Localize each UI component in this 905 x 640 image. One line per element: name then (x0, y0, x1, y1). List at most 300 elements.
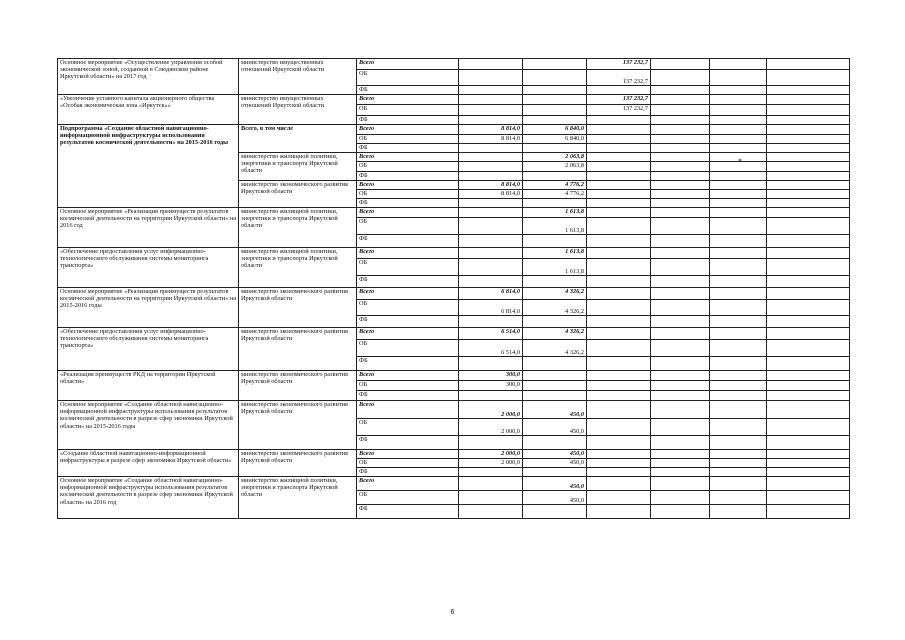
amount-cell (651, 357, 710, 371)
amount-cell (587, 288, 651, 300)
amount-cell (767, 391, 850, 401)
amount-cell (651, 116, 710, 125)
table-row (58, 125, 850, 135)
amount-cell (651, 468, 710, 477)
funding-source-cell: ОБ (357, 300, 459, 316)
amount-cell: 4 776,2 (523, 190, 587, 199)
amount-cell (587, 116, 651, 125)
amount-cell (767, 162, 850, 172)
table-row (58, 371, 850, 381)
amount-cell (587, 259, 651, 276)
measure-name-cell: Основное мероприятие «Реализация преимуществ результатов космической деятельности на территории Иркутской области» на 2016 год (58, 208, 239, 248)
amount-cell (523, 391, 587, 401)
amount-cell: 8 814,0 (459, 190, 523, 199)
amount-cell (523, 505, 587, 519)
amount-cell (710, 371, 767, 381)
funding-source-cell: ОБ (357, 491, 459, 505)
amount-cell (459, 477, 523, 491)
amount-cell (587, 208, 651, 218)
amount-cell (710, 105, 767, 116)
amount-cell (651, 235, 710, 248)
amount-cell (767, 70, 850, 86)
amount-cell (587, 371, 651, 381)
amount-cell (710, 436, 767, 450)
table-row (58, 248, 850, 259)
amount-cell: 4 326,2 (523, 328, 587, 340)
amount-cell (523, 144, 587, 153)
amount-cell (523, 235, 587, 248)
amount-cell (459, 505, 523, 519)
amount-cell: 450,0 (523, 419, 587, 436)
amount-cell (710, 288, 767, 300)
table-row (58, 208, 850, 218)
amount-cell: 6 814,0 (459, 288, 523, 300)
executor-cell: Всего, в том числе (239, 125, 357, 153)
amount-cell (587, 340, 651, 357)
amount-cell (710, 125, 767, 135)
amount-cell (651, 276, 710, 288)
amount-cell (651, 105, 710, 116)
amount-cell (459, 259, 523, 276)
amount-cell (767, 328, 850, 340)
amount-cell (459, 235, 523, 248)
funding-source-cell: ОБ (357, 162, 459, 172)
amount-cell: 137 232,7 (587, 59, 651, 70)
amount-cell (459, 162, 523, 172)
amount-cell (523, 316, 587, 328)
amount-cell (710, 419, 767, 436)
amount-cell (651, 371, 710, 381)
amount-cell (459, 59, 523, 70)
amount-cell (710, 381, 767, 391)
amount-cell (767, 59, 850, 70)
amount-cell (651, 491, 710, 505)
amount-cell (710, 477, 767, 491)
amount-cell (587, 328, 651, 340)
amount-cell: 2 063,8 (523, 153, 587, 162)
table-row (58, 59, 850, 70)
funding-source-cell: Всего (357, 328, 459, 340)
amount-cell (767, 248, 850, 259)
amount-cell (710, 459, 767, 468)
amount-cell (710, 218, 767, 235)
executor-cell: министерство жилищной политики, энергетики и транспорта Иркутской области (239, 248, 357, 288)
funding-source-cell: ОБ (357, 218, 459, 235)
funding-source-cell: Всего (357, 125, 459, 135)
amount-cell: 1 613,8 (523, 248, 587, 259)
amount-cell (767, 340, 850, 357)
amount-cell: 4 326,2 (523, 340, 587, 357)
amount-cell (587, 316, 651, 328)
funding-source-cell: Всего (357, 371, 459, 381)
amount-cell (767, 505, 850, 519)
amount-cell (651, 450, 710, 459)
amount-cell (767, 199, 850, 208)
measure-name-cell: «Обеспечение предоставления услуг информационно-технологического обслуживания системы мониторинга транспорта» (58, 328, 239, 371)
executor-cell: министерство экономического развития Иркутской области (239, 288, 357, 328)
amount-cell (651, 125, 710, 135)
amount-cell (767, 172, 850, 181)
amount-cell: 6 840,0 (523, 135, 587, 144)
amount-cell (767, 95, 850, 105)
funding-source-cell: ФБ (357, 276, 459, 288)
funding-source-cell: Всего (357, 288, 459, 300)
funding-source-cell: ОБ (357, 381, 459, 391)
amount-cell (710, 59, 767, 70)
funding-source-cell: ОБ (357, 340, 459, 357)
funding-source-cell: ОБ (357, 459, 459, 468)
amount-cell (459, 95, 523, 105)
amount-cell (710, 357, 767, 371)
funding-source-cell: ФБ (357, 86, 459, 95)
executor-cell: министерство жилищной политики, энергетики и транспорта Иркутской области (239, 208, 357, 248)
amount-cell (710, 316, 767, 328)
amount-cell: 450,0 (523, 401, 587, 419)
amount-cell (651, 505, 710, 519)
funding-source-cell: Всего (357, 401, 459, 419)
funding-source-cell: ФБ (357, 436, 459, 450)
amount-cell (587, 276, 651, 288)
amount-cell (767, 208, 850, 218)
amount-cell (587, 199, 651, 208)
amount-cell (587, 477, 651, 491)
executor-cell: министерство имущественных отношений Иркутской области (239, 95, 357, 125)
amount-cell: 2 063,8 (523, 162, 587, 172)
measure-name-cell: Основное мероприятие «Реализация преимуществ результатов космической деятельности на территории Иркутской области» на 2015-2016 годы (58, 288, 239, 328)
amount-cell: 6 814,0 (459, 300, 523, 316)
funding-source-cell: ФБ (357, 357, 459, 371)
amount-cell (710, 181, 767, 190)
funding-source-cell: Всего (357, 477, 459, 491)
amount-cell: 137 232,7 (587, 70, 651, 86)
amount-cell: 2 000,0 (459, 450, 523, 459)
funding-source-cell: Всего (357, 450, 459, 459)
amount-cell (710, 276, 767, 288)
amount-cell (651, 144, 710, 153)
amount-cell: 1 613,8 (523, 259, 587, 276)
amount-cell (767, 436, 850, 450)
amount-cell (587, 135, 651, 144)
amount-cell (767, 288, 850, 300)
amount-cell (767, 316, 850, 328)
amount-cell (523, 357, 587, 371)
amount-cell (651, 181, 710, 190)
amount-cell (767, 371, 850, 381)
amount-cell (767, 491, 850, 505)
amount-cell (767, 381, 850, 391)
amount-cell (651, 218, 710, 235)
executor-cell: министерство экономического развития Иркутской области (239, 401, 357, 450)
amount-cell (710, 259, 767, 276)
amount-cell: 450,0 (523, 450, 587, 459)
table-row (58, 288, 850, 300)
amount-cell (710, 199, 767, 208)
amount-cell (523, 371, 587, 381)
amount-cell (587, 505, 651, 519)
amount-cell (651, 419, 710, 436)
funding-source-cell: ФБ (357, 172, 459, 181)
amount-cell: 6 514,0 (459, 328, 523, 340)
amount-cell (587, 86, 651, 95)
amount-cell (587, 419, 651, 436)
amount-cell: 2 000,0 (459, 401, 523, 419)
amount-cell (710, 235, 767, 248)
amount-cell (587, 181, 651, 190)
funding-source-cell: Всего (357, 248, 459, 259)
amount-cell (767, 401, 850, 419)
funding-source-cell: Всего (357, 59, 459, 70)
amount-cell (651, 459, 710, 468)
amount-cell (459, 208, 523, 218)
amount-cell (651, 436, 710, 450)
amount-cell (767, 357, 850, 371)
funding-source-cell: ФБ (357, 391, 459, 401)
amount-cell (651, 86, 710, 95)
measure-name-cell: Основное мероприятие «Создание областной навигационно-информационной инфраструктуры использования результатов космической деятельности в разрезе сфер экономики Иркутской области» на 2015-2016 годы (58, 401, 239, 450)
funding-source-cell: Всего (357, 153, 459, 162)
amount-cell: 6 514,0 (459, 340, 523, 357)
amount-cell (710, 391, 767, 401)
amount-cell (651, 340, 710, 357)
funding-source-cell: ОБ (357, 105, 459, 116)
funding-source-cell: Всего (357, 208, 459, 218)
executor-cell: министерство жилищной политики, энергетики и транспорта Иркутской области (239, 477, 357, 519)
executor-cell: министерство имущественных отношений Иркутской области (239, 59, 357, 95)
amount-cell (523, 59, 587, 70)
amount-cell (587, 218, 651, 235)
amount-cell (767, 144, 850, 153)
amount-cell: 300,0 (459, 371, 523, 381)
amount-cell (459, 316, 523, 328)
amount-cell (523, 436, 587, 450)
amount-cell (587, 235, 651, 248)
amount-cell (459, 70, 523, 86)
amount-cell (587, 401, 651, 419)
funding-source-cell: ОБ (357, 135, 459, 144)
amount-cell: 1 613,8 (523, 208, 587, 218)
amount-cell (651, 208, 710, 218)
amount-cell (710, 116, 767, 125)
executor-cell: министерство экономического развития Иркутской области (239, 450, 357, 477)
table-row (58, 401, 850, 419)
funding-source-cell: Всего (357, 95, 459, 105)
amount-cell (710, 70, 767, 86)
amount-cell (459, 153, 523, 162)
amount-cell (710, 172, 767, 181)
amount-cell (651, 300, 710, 316)
amount-cell (459, 391, 523, 401)
amount-cell (523, 172, 587, 181)
amount-cell (523, 116, 587, 125)
amount-cell: 6 840,0 (523, 125, 587, 135)
table-row (58, 450, 850, 459)
amount-cell: 2 000,0 (459, 459, 523, 468)
amount-cell (710, 450, 767, 459)
amount-cell: 8 814,0 (459, 181, 523, 190)
amount-cell (587, 190, 651, 199)
amount-cell (767, 419, 850, 436)
amount-cell: 450,0 (523, 459, 587, 468)
amount-cell: 450,0 (523, 477, 587, 491)
amount-cell (710, 135, 767, 144)
amount-cell (767, 153, 850, 162)
amount-cell: 1 613,8 (523, 218, 587, 235)
amount-cell (651, 259, 710, 276)
amount-cell: 4 326,2 (523, 300, 587, 316)
amount-cell (767, 190, 850, 199)
amount-cell (767, 276, 850, 288)
amount-cell (587, 381, 651, 391)
amount-cell: 8 814,0 (459, 125, 523, 135)
funding-source-cell: ОБ (357, 190, 459, 199)
amount-cell (523, 199, 587, 208)
amount-cell (587, 459, 651, 468)
stray-mark: * (738, 157, 742, 166)
amount-cell (651, 153, 710, 162)
executor-cell: министерство жилищной политики, энергетики и транспорта Иркутской области (239, 153, 357, 181)
amount-cell (459, 491, 523, 505)
budget-table (57, 58, 850, 519)
amount-cell (459, 199, 523, 208)
amount-cell (651, 190, 710, 199)
amount-cell: 2 000,0 (459, 419, 523, 436)
amount-cell (651, 70, 710, 86)
measure-name-cell: Основное мероприятие «Создание областной навигационно-информационной инфраструктуры использования результатов космической деятельности в разрезе сфер экономики Иркутской области» на 2016 год (58, 477, 239, 519)
amount-cell (587, 172, 651, 181)
funding-source-cell: Всего (357, 181, 459, 190)
page-number: 6 (450, 609, 455, 616)
table-row (58, 477, 850, 491)
amount-cell (710, 95, 767, 105)
amount-cell (523, 276, 587, 288)
amount-cell (710, 144, 767, 153)
amount-cell (459, 468, 523, 477)
amount-cell (767, 459, 850, 468)
executor-cell: министерство экономического развития Иркутской области (239, 181, 357, 208)
amount-cell (710, 86, 767, 95)
amount-cell (459, 248, 523, 259)
amount-cell (523, 468, 587, 477)
funding-source-cell: ОБ (357, 419, 459, 436)
amount-cell (523, 86, 587, 95)
amount-cell (651, 391, 710, 401)
amount-cell: 137 232,7 (587, 95, 651, 105)
amount-cell (651, 328, 710, 340)
amount-cell (587, 300, 651, 316)
funding-source-cell: ФБ (357, 316, 459, 328)
amount-cell (587, 491, 651, 505)
measure-name-cell: Подпрограмма «Создание областной навигационно-информационной инфраструктуры использования результатов космической деятельности» на 2015-2016 годы (58, 125, 239, 208)
amount-cell (459, 105, 523, 116)
amount-cell (651, 477, 710, 491)
amount-cell (767, 86, 850, 95)
amount-cell (587, 248, 651, 259)
amount-cell (523, 105, 587, 116)
amount-cell (767, 450, 850, 459)
amount-cell (651, 162, 710, 172)
amount-cell (651, 401, 710, 419)
amount-cell (587, 162, 651, 172)
amount-cell (651, 199, 710, 208)
measure-name-cell: «Обеспечение предоставления услуг информационно-технологического обслуживания системы мониторинга транспорта» (58, 248, 239, 288)
funding-source-cell: ФБ (357, 505, 459, 519)
amount-cell (767, 105, 850, 116)
amount-cell (651, 381, 710, 391)
amount-cell (651, 95, 710, 105)
amount-cell (651, 316, 710, 328)
amount-cell (651, 59, 710, 70)
amount-cell (587, 436, 651, 450)
amount-cell (710, 468, 767, 477)
amount-cell (587, 357, 651, 371)
funding-source-cell: ФБ (357, 116, 459, 125)
executor-cell: министерство экономического развития Иркутской области (239, 328, 357, 371)
amount-cell (710, 208, 767, 218)
amount-cell (459, 172, 523, 181)
measure-name-cell: «Увеличение уставного капитала акционерного общества «Особая экономическая зона «Иркутск»» (58, 95, 239, 125)
amount-cell (523, 95, 587, 105)
amount-cell (710, 328, 767, 340)
amount-cell: 4 776,2 (523, 181, 587, 190)
amount-cell (710, 340, 767, 357)
amount-cell (767, 135, 850, 144)
amount-cell (459, 276, 523, 288)
amount-cell (767, 300, 850, 316)
amount-cell (767, 116, 850, 125)
amount-cell (587, 144, 651, 153)
amount-cell (710, 248, 767, 259)
amount-cell (459, 86, 523, 95)
amount-cell: 8 814,0 (459, 135, 523, 144)
amount-cell (767, 259, 850, 276)
amount-cell (710, 300, 767, 316)
amount-cell (587, 125, 651, 135)
measure-name-cell: Основное мероприятие «Осуществление управления особой экономической зоной, созданной в Слюдянском районе Иркутской области» на 2017 год (58, 59, 239, 95)
amount-cell (767, 218, 850, 235)
amount-cell (710, 491, 767, 505)
measure-name-cell: «Создание областной навигационно-информационной инфраструктуры в разрезе сфер экономики Иркутской области» (58, 450, 239, 477)
amount-cell (587, 391, 651, 401)
measure-name-cell: «Реализация преимуществ РКД на территории Иркутской области» (58, 371, 239, 401)
amount-cell: 300,0 (459, 381, 523, 391)
amount-cell (459, 144, 523, 153)
funding-source-cell: ОБ (357, 259, 459, 276)
funding-source-cell: ФБ (357, 235, 459, 248)
amount-cell (710, 190, 767, 199)
executor-cell: министерство экономического развития Иркутской области (239, 371, 357, 401)
funding-source-cell: ФБ (357, 199, 459, 208)
amount-cell: 4 326,2 (523, 288, 587, 300)
amount-cell (523, 70, 587, 86)
amount-cell (651, 288, 710, 300)
funding-source-cell: ФБ (357, 468, 459, 477)
amount-cell (587, 153, 651, 162)
amount-cell (710, 401, 767, 419)
funding-source-cell: ОБ (357, 70, 459, 86)
table-row (58, 328, 850, 340)
amount-cell (767, 125, 850, 135)
amount-cell (710, 505, 767, 519)
amount-cell (587, 468, 651, 477)
amount-cell (651, 248, 710, 259)
amount-cell (587, 450, 651, 459)
amount-cell (767, 477, 850, 491)
amount-cell (459, 116, 523, 125)
amount-cell (767, 468, 850, 477)
amount-cell (523, 381, 587, 391)
amount-cell: 450,0 (523, 491, 587, 505)
amount-cell (767, 235, 850, 248)
